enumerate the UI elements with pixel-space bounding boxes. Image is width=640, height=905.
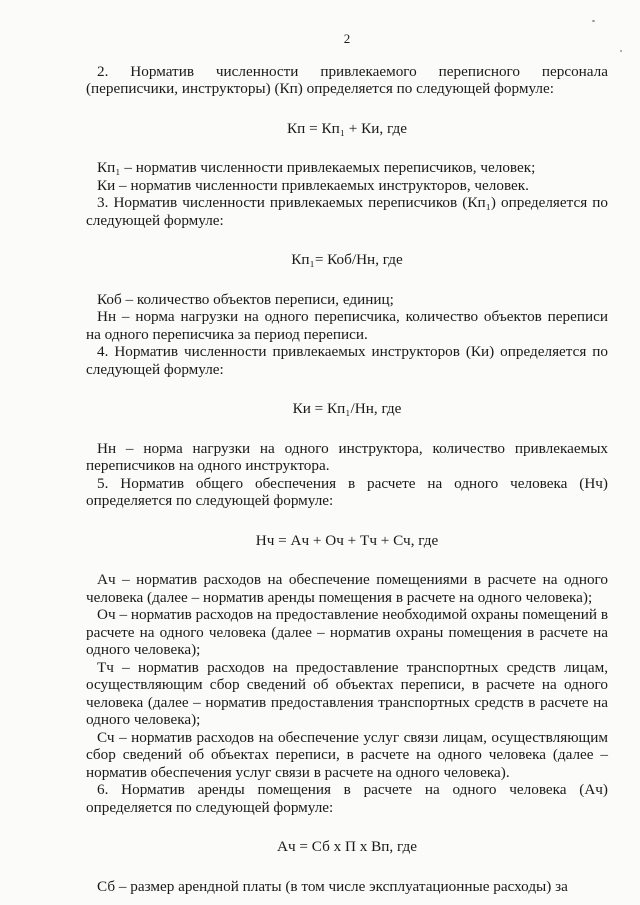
paragraph-3: 3. Норматив численности привлекаемых переписчиков (Кп₁) определяется по следующей формуле: [86, 194, 608, 229]
formula-nch: Нч = Ач + Оч + Тч + Сч, где [255, 531, 439, 549]
definition-kp1: Кп₁ – норматив численности привлекаемых переписчиков, человек; [97, 159, 536, 176]
definition-kob: Коб – количество объектов переписи, единиц; [97, 290, 394, 308]
document-page [86, 30, 608, 895]
definition-nn-census: Нн – норма нагрузки на одного переписчика, количество объектов переписи на одного переписчика за период переписи. [86, 308, 608, 343]
paragraph-2: 2. Норматив численности привлекаемого переписного персонала (переписчики, инструкторы) (Кп) определяется по следующей формуле: [86, 62, 608, 97]
definition-och: Оч – норматив расходов на предоставление необходимой охраны помещений в расчете на одного человека (далее – норматив охраны помещения в расчете на одного человека); [86, 606, 608, 658]
paragraph-6: 6. Норматив аренды помещения в расчете на одного человека (Ач) определяется по следующей формуле: [86, 781, 608, 816]
definition-sch: Сч – норматив расходов на обеспечение услуг связи лицам, осуществляющим сбор сведений об объектах переписи, в расчете на одного человека (далее – норматив обеспечения услуг связи в расчете на одного человека). [86, 728, 608, 781]
paragraph-4: 4. Норматив численности привлекаемых инструкторов (Ки) определяется по следующей формуле: [86, 343, 608, 378]
formula-ki: Ки = Кп₁/Нн, где [292, 400, 402, 417]
formula-kp1: Кп₁= Коб/Нн, где [291, 251, 403, 268]
definition-sb: Сб – размер арендной платы (в том числе эксплуатационные расходы) за [97, 877, 568, 895]
formula-kp: Кп = Кп₁ + Ки, где [287, 119, 407, 137]
paragraph-5: 5. Норматив общего обеспечения в расчете на одного человека (Нч) определяется по следующей формуле: [86, 474, 608, 509]
page-number: 2 [343, 31, 351, 46]
definition-ach: Ач – норматив расходов на обеспечение помещениями в расчете на одного человека (далее – норматив аренды помещения в расчете на одного человека); [86, 571, 608, 606]
formula-ach: Ач = Сб х П х Вп, где [277, 838, 417, 855]
definition-nn-instructor: Нн – норма нагрузки на одного инструктора, количество привлекаемых переписчиков на одного инструктора. [86, 439, 608, 474]
scan-speck [592, 20, 595, 22]
scan-speck [620, 50, 622, 52]
definition-tch: Тч – норматив расходов на предоставление транспортных средств лицам, осуществляющим сбор сведений об объектах переписи, в расчете на одного человека (далее – норматив предоставления транспортных средств в расчете на одного человека); [86, 658, 608, 728]
definition-ki: Ки – норматив численности привлекаемых инструкторов, человек. [97, 176, 529, 194]
